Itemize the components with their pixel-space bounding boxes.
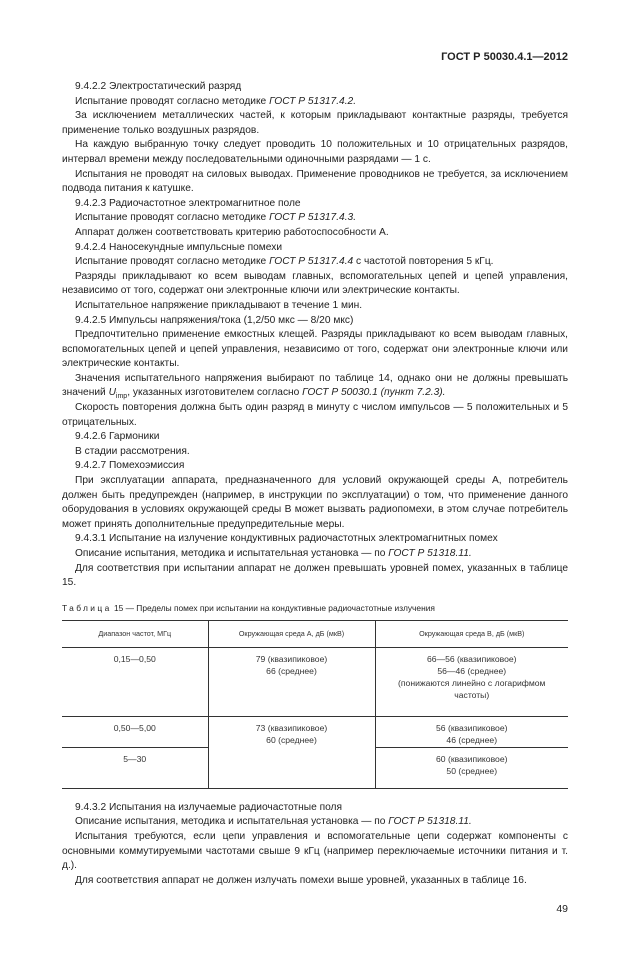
env-b-cell xyxy=(375,716,568,747)
table-caption xyxy=(62,603,568,614)
text-run: 9.4.2.7 Помехоэмиссия xyxy=(75,460,185,472)
text-run: Испытания не проводят на силовых выводах. Применение проводников не требуется, за исключением подвода питания к катушке. xyxy=(62,168,568,195)
subscript-text: imp xyxy=(115,393,128,401)
text-run: 9.4.2.6 Гармоники xyxy=(75,431,160,443)
paragraph xyxy=(62,95,568,110)
reference-text: ГОСТ Р 51317.4.4 xyxy=(269,256,354,268)
paragraph xyxy=(62,241,568,256)
column-header: Диапазон частот, МГц xyxy=(62,620,208,647)
paragraph xyxy=(62,80,568,95)
cell-line: 66—56 (квазипиковое) xyxy=(426,653,517,664)
paragraph xyxy=(62,459,568,474)
paragraph xyxy=(62,547,568,562)
env-a-cell xyxy=(208,716,375,788)
text-run: 9.4.2.5 Импульсы напряжения/тока (1,2/50 мкс — 8/20 мкс) xyxy=(75,314,354,326)
reference-text: U xyxy=(108,387,116,399)
env-b-cell xyxy=(375,647,568,716)
text-run: 9.4.2.3 Радиочастотное электромагнитное поле xyxy=(75,197,301,209)
paragraph xyxy=(62,430,568,445)
paragraph xyxy=(62,445,568,460)
frequency-range-cell: 0,15—0,50 xyxy=(62,647,208,716)
table-row xyxy=(62,716,568,747)
paragraph xyxy=(62,328,568,372)
paragraph xyxy=(62,168,568,197)
emission-limits-table xyxy=(62,620,568,789)
table-header-row xyxy=(62,620,568,647)
paragraph xyxy=(62,138,568,167)
text-run: Для соответствия при испытании аппарат не должен превышать уровней помех, указанных в таблице 15. xyxy=(62,562,568,589)
reference-text: ГОСТ Р 51317.4.3. xyxy=(269,212,357,224)
cell-line: 56—46 (среднее) xyxy=(437,665,507,676)
body-text-before-table xyxy=(62,80,568,591)
table-caption-prefix: Таблица xyxy=(62,602,112,613)
env-a-cell xyxy=(208,647,375,716)
text-run: Испытание проводят согласно методике xyxy=(75,95,270,107)
text-run: За исключением металлических частей, к которым прикладывают контактные разряды, требуется применение только воздушных разрядов. xyxy=(62,110,568,136)
cell-line: 50 (среднее) xyxy=(446,765,498,776)
text-run: , указанных изготовителем согласно xyxy=(127,387,303,399)
paragraph xyxy=(62,401,568,430)
paragraph xyxy=(62,801,568,816)
document-header: ГОСТ Р 50030.4.1—2012 xyxy=(441,51,568,63)
column-header: Окружающая среда В, дБ (мкВ) xyxy=(375,620,568,647)
cell-line: частоты) xyxy=(454,690,490,701)
text-run: В стадии рассмотрения. xyxy=(75,445,190,457)
text-run: При эксплуатации аппарата, предназначенного для условий окружающей среды А, потребитель должен быть предупрежден (например, в инструкции по эксплуатации) о том, что применение данного оборудования в условиях окружающей среды В может вызвать радиопомехи, в этом случае потребитель может принять дополнительные предупредительные меры. xyxy=(62,475,568,530)
table-row xyxy=(62,647,568,716)
text-run: Для соответствия аппарат не должен излучать помехи выше уровней, указанных в таблице 16. xyxy=(75,874,527,886)
cell-line: 60 (квазипиковое) xyxy=(436,753,508,764)
text-run: с частотой повторения 5 кГц. xyxy=(353,256,494,268)
cell-line: 56 (квазипиковое) xyxy=(436,722,508,733)
frequency-range-cell: 5—30 xyxy=(62,747,208,788)
text-run: Скорость повторения должна быть один разряд в минуту с числом импульсов — 5 положительных и 5 отрицательных. xyxy=(62,402,568,428)
text-run: Аппарат должен соответствовать критерию работоспособности А. xyxy=(75,226,389,238)
body-text-after-table xyxy=(62,801,568,889)
paragraph xyxy=(62,270,568,299)
cell-line: 60 (среднее) xyxy=(266,734,317,745)
text-run: На каждую выбранную точку следует проводить 10 положительных и 10 отрицательных разрядов, интервал времени между последовательными одиночными разрядами — 1 с. xyxy=(62,139,568,165)
page-number: 49 xyxy=(556,903,568,916)
paragraph xyxy=(62,197,568,212)
reference-text: ГОСТ Р 51318.11. xyxy=(388,816,472,828)
paragraph xyxy=(62,532,568,547)
cell-line: 66 (среднее) xyxy=(266,665,317,676)
env-b-cell xyxy=(375,747,568,788)
paragraph xyxy=(62,109,568,138)
cell-line: 79 (квазипиковое) xyxy=(255,653,328,664)
text-run: 9.4.2.4 Наносекундные импульсные помехи xyxy=(75,241,283,253)
cell-line: (понижаются линейно с логарифмом xyxy=(398,678,546,689)
paragraph xyxy=(62,314,568,329)
paragraph xyxy=(62,830,568,874)
reference-text: ГОСТ Р 51317.4.2. xyxy=(269,95,357,107)
paragraph xyxy=(62,211,568,226)
text-run: Испытания требуются, если цепи управления и вспомогательные цепи содержат компоненты с основными коммутируемыми частотами свыше 9 кГц (например переключаемые источники питания и т. д.). xyxy=(62,830,568,872)
text-run: Испытание проводят согласно методике xyxy=(75,256,270,268)
text-run: Испытательное напряжение прикладывают в течение 1 мин. xyxy=(75,299,363,311)
column-header: Окружающая среда А, дБ (мкВ) xyxy=(208,620,375,647)
text-run: Испытание проводят согласно методике xyxy=(75,212,270,224)
paragraph xyxy=(62,874,568,889)
text-run: 9.4.3.2 Испытания на излучаемые радиочастотные поля xyxy=(75,801,342,813)
paragraph xyxy=(62,255,568,270)
text-run: Разряды прикладывают ко всем выводам главных, вспомогательных цепей и цепей управления, независимо от того, содержат они электронные ключи или электрические контакты. xyxy=(62,270,568,297)
paragraph xyxy=(62,815,568,830)
cell-line: 73 (квазипиковое) xyxy=(255,722,328,733)
paragraph xyxy=(62,474,568,532)
text-run: 9.4.2.2 Электростатический разряд xyxy=(75,81,242,92)
text-run: Предпочтительно применение емкостных клещей. Разряды прикладывают ко всем выводам главных, вспомогательных цепей и цепей управления, независимо от того, содержат они электронные ключи или электрические контакты. xyxy=(62,329,568,370)
paragraph xyxy=(62,299,568,314)
table-caption-text: 15 — Пределы помех при испытании на кондуктивные радиочастотные излучения xyxy=(111,602,435,613)
text-run: Значения испытательного напряжения выбирают по таблице 14, однако они не должны превышать значений xyxy=(62,372,568,399)
text-run: Описание испытания, методика и испытательная установка — по xyxy=(75,816,389,828)
paragraph xyxy=(62,226,568,241)
paragraph xyxy=(62,372,568,401)
cell-line: 46 (среднее) xyxy=(446,734,498,745)
frequency-range-cell: 0,50—5,00 xyxy=(62,716,208,747)
paragraph xyxy=(62,562,568,591)
text-run: 9.4.3.1 Испытание на излучение кондуктивных радиочастотных электромагнитных помех xyxy=(75,533,498,545)
reference-text: ГОСТ Р 50030.1 (пункт 7.2.3). xyxy=(302,387,446,399)
reference-text: ГОСТ Р 51318.11. xyxy=(388,548,472,559)
text-run: Описание испытания, методика и испытательная установка — по xyxy=(75,548,389,559)
